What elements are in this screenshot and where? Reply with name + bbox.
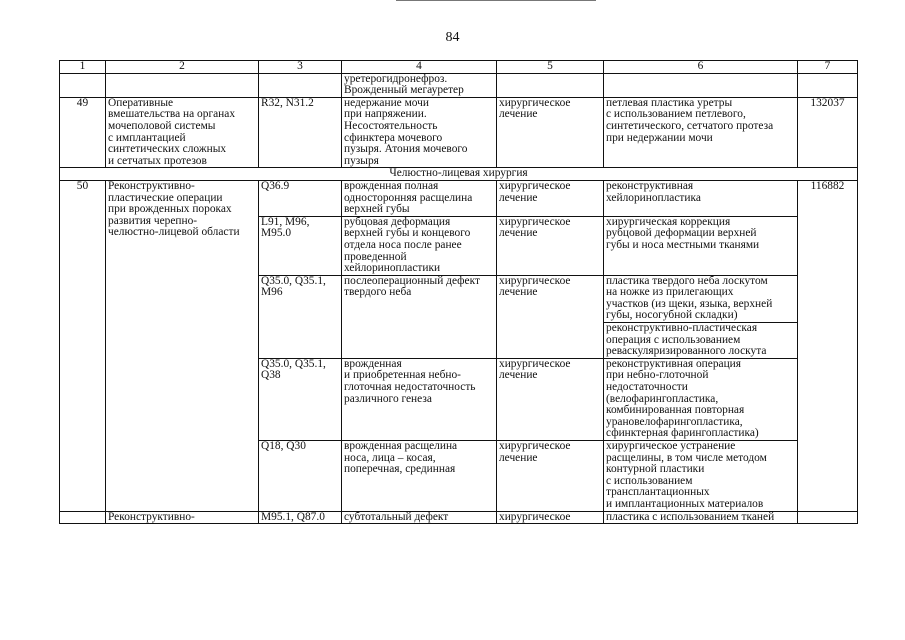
cell-empty [106,73,259,97]
cell-codes: Q36.9 [259,180,342,216]
cell-cost: 132037 [798,97,858,168]
page-top-rule [396,0,596,1]
header-cell-7: 7 [798,61,858,74]
header-cell-6: 6 [604,61,798,74]
cell-empty [604,73,798,97]
header-cell-4: 4 [342,61,497,74]
cell-treatment: хирургическое лечение [497,180,604,216]
page-number: 84 [445,30,460,45]
cell-method: пластика с использованием тканей [604,511,798,524]
cell-empty [259,73,342,97]
cell-method: хирургическая коррекция рубцовой деформации верхней губы и носа местными тканями [604,216,798,275]
table-header-row [60,61,858,74]
cell-name: Реконструктивно- пластические операции при врожденных пороках развития черепно- челюстно-лицевой области [106,180,259,511]
cell-treatment: хирургическое лечение [497,216,604,275]
cell-method: реконструктивная хейлоринопластика [604,180,798,216]
cell-name: Оперативные вмешательства на органах мочеполовой системы с имплантацией синтетических сложных и сетчатых протезов [106,97,259,168]
table-row-49 [60,97,858,168]
cell-treatment: хирургическое лечение [497,275,604,358]
cell-codes: Q35.0, Q35.1, Q38 [259,358,342,440]
cell-model: послеоперационный дефект твердого неба [342,275,497,358]
cell-treatment: хирургическое [497,511,604,524]
cell-empty [60,73,106,97]
cell-treatment: хирургическое лечение [497,97,604,168]
table-row-51 [60,511,858,524]
cell-method: петлевая пластика уретры с использованием петлевого, синтетического, сетчатого протеза при недержании мочи [604,97,798,168]
cell-codes: Q35.0, Q35.1, M96 [259,275,342,358]
cell-name: Реконструктивно- [106,511,259,524]
cell-cost: 116882 [798,180,858,511]
cell-codes: R32, N31.2 [259,97,342,168]
cell-method: реконструктивно-пластическая операция с использованием реваскуляризированного лоскута [604,323,798,359]
table-row-50 [60,180,858,216]
cell-model: уретерогидронефроз. Врожденный мегауретер [342,73,497,97]
header-cell-5: 5 [497,61,604,74]
cell-num: 50 [60,180,106,511]
cell-treatment: хирургическое лечение [497,441,604,512]
cell-empty [798,511,858,524]
header-cell-3: 3 [259,61,342,74]
cell-codes: L91, M96, M95.0 [259,216,342,275]
section-title: Челюстно-лицевая хирургия [60,168,858,181]
header-cell-1: 1 [60,61,106,74]
procedures-table [59,60,858,524]
cell-method: хирургическое устранение расщелины, в том числе методом контурной пластики с использованием трансплантационных и имплантационных материалов [604,441,798,512]
cell-model: врожденная и приобретенная небно- глоточная недостаточность различного генеза [342,358,497,440]
cell-method: реконструктивная операция при небно-глоточной недостаточности (велофарингопластика, комбинированная повторная урановелофарингопластика, сфинктерная фарингопластика) [604,358,798,440]
header-cell-2: 2 [106,61,259,74]
cell-treatment: хирургическое лечение [497,358,604,440]
cell-empty [798,73,858,97]
cell-model: недержание мочи при напряжении. Несостоятельность сфинктера мочевого пузыря. Атония мочевого пузыря [342,97,497,168]
cell-model: врожденная расщелина носа, лица – косая, поперечная, срединная [342,441,497,512]
cell-model: рубцовая деформация верхней губы и концевого отдела носа после ранее проведенной хейлоринопластики [342,216,497,275]
cell-empty [60,511,106,524]
cell-model: субтотальный дефект [342,511,497,524]
cell-num: 49 [60,97,106,168]
cell-model: врожденная полная односторонняя расщелина верхней губы [342,180,497,216]
cell-codes: M95.1, Q87.0 [259,511,342,524]
table-row-continuation [60,73,858,97]
cell-empty [497,73,604,97]
cell-codes: Q18, Q30 [259,441,342,512]
section-row [60,168,858,181]
cell-method: пластика твердого неба лоскутом на ножке из прилегающих участков (из щеки, языка, верхней губы, носогубной складки) [604,275,798,322]
